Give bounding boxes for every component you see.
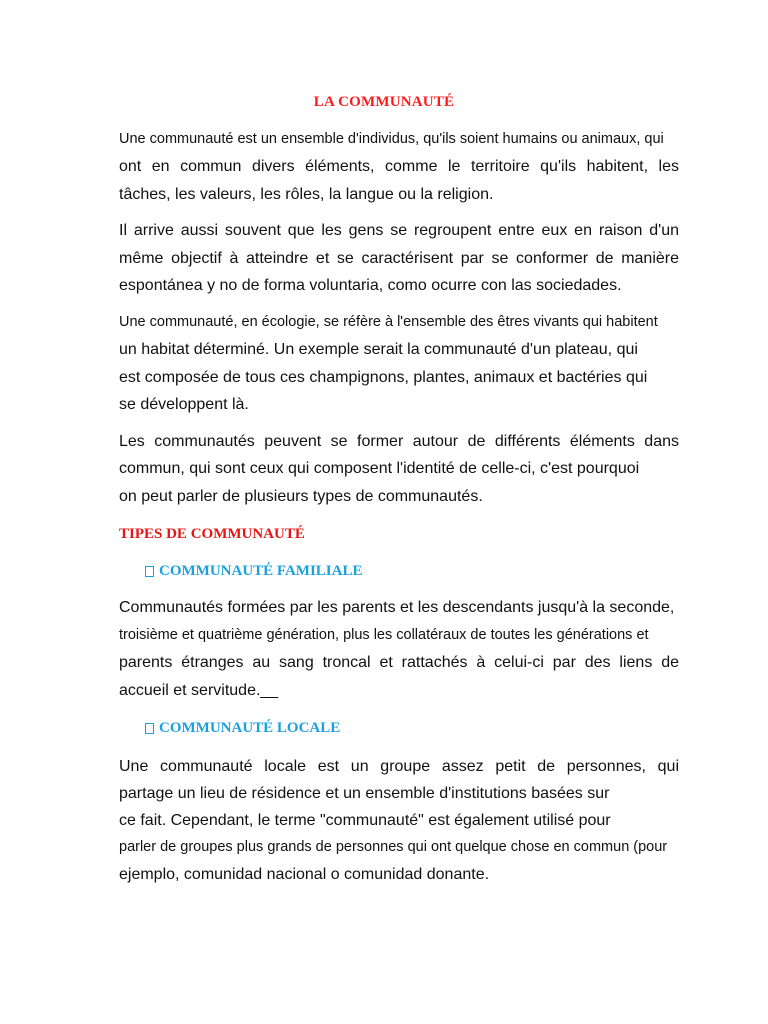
paragraph-3-line-4: se développent là. bbox=[119, 396, 249, 413]
locale-line-5: ejemplo, comunidad nacional o comunidad donante. bbox=[119, 866, 490, 883]
locale-line-2: partage un lieu de résidence et un ensemble d'institutions basées sur bbox=[119, 785, 610, 802]
familiale-line-2: troisième et quatrième génération, plus les collatéraux de toutes les générations et bbox=[119, 627, 649, 643]
bullet-box-icon bbox=[145, 723, 154, 734]
familiale-line-3: parents étranges au sang troncal et rattachés à celui-ci par des liens de bbox=[119, 654, 679, 671]
page-title: LA COMMUNAUTÉ bbox=[313, 94, 455, 110]
paragraph-1-line-3: tâches, les valeurs, les rôles, la langue ou la religion. bbox=[119, 186, 494, 203]
sub-heading-locale bbox=[145, 720, 340, 737]
locale-line-1: Une communauté locale est un groupe assez petit de personnes, qui bbox=[119, 758, 679, 775]
paragraph-3-line-1: Une communauté, en écologie, se réfère à l'ensemble des êtres vivants qui habitent bbox=[119, 314, 658, 330]
sub-heading-familiale-label: COMMUNAUTÉ FAMILIALE bbox=[159, 563, 363, 579]
paragraph-1-line-2: ont en commun divers éléments, comme le territoire qu'ils habitent, les bbox=[119, 158, 679, 175]
paragraph-4-line-1: Les communautés peuvent se former autour de différents éléments dans bbox=[119, 433, 679, 450]
paragraph-2-line-1: Il arrive aussi souvent que les gens se regroupent entre eux en raison d'un bbox=[119, 222, 679, 239]
familiale-line-4: accueil et servitude.__ bbox=[119, 682, 279, 699]
sub-heading-familiale bbox=[145, 563, 362, 580]
paragraph-2-line-2: même objectif à atteindre et se caractérisent par se conformer de manière bbox=[119, 250, 679, 267]
locale-line-4: parler de groupes plus grands de personnes qui ont quelque chose en commun (pour bbox=[119, 839, 668, 855]
paragraph-2-line-3: espontánea y no de forma voluntaria, como ocurre con las sociedades. bbox=[119, 277, 622, 294]
locale-line-3: ce fait. Cependant, le terme "communauté" est également utilisé pour bbox=[119, 812, 611, 829]
paragraph-3-line-2: un habitat déterminé. Un exemple serait la communauté d'un plateau, qui bbox=[119, 341, 638, 358]
familiale-line-1: Communautés formées par les parents et les descendants jusqu'à la seconde, bbox=[119, 599, 675, 616]
sub-heading-locale-label: COMMUNAUTÉ LOCALE bbox=[159, 720, 341, 736]
bullet-box-icon bbox=[145, 566, 154, 577]
paragraph-1-line-1: Une communauté est un ensemble d'individus, qu'ils soient humains ou animaux, qui bbox=[119, 131, 664, 147]
section-heading-types: TIPES DE COMMUNAUTÉ bbox=[119, 526, 305, 542]
paragraph-3-line-3: est composée de tous ces champignons, plantes, animaux et bactéries qui bbox=[119, 369, 648, 386]
paragraph-4-line-3: on peut parler de plusieurs types de communautés. bbox=[119, 488, 483, 505]
paragraph-4-line-2: commun, qui sont ceux qui composent l'identité de celle-ci, c'est pourquoi bbox=[119, 460, 640, 477]
